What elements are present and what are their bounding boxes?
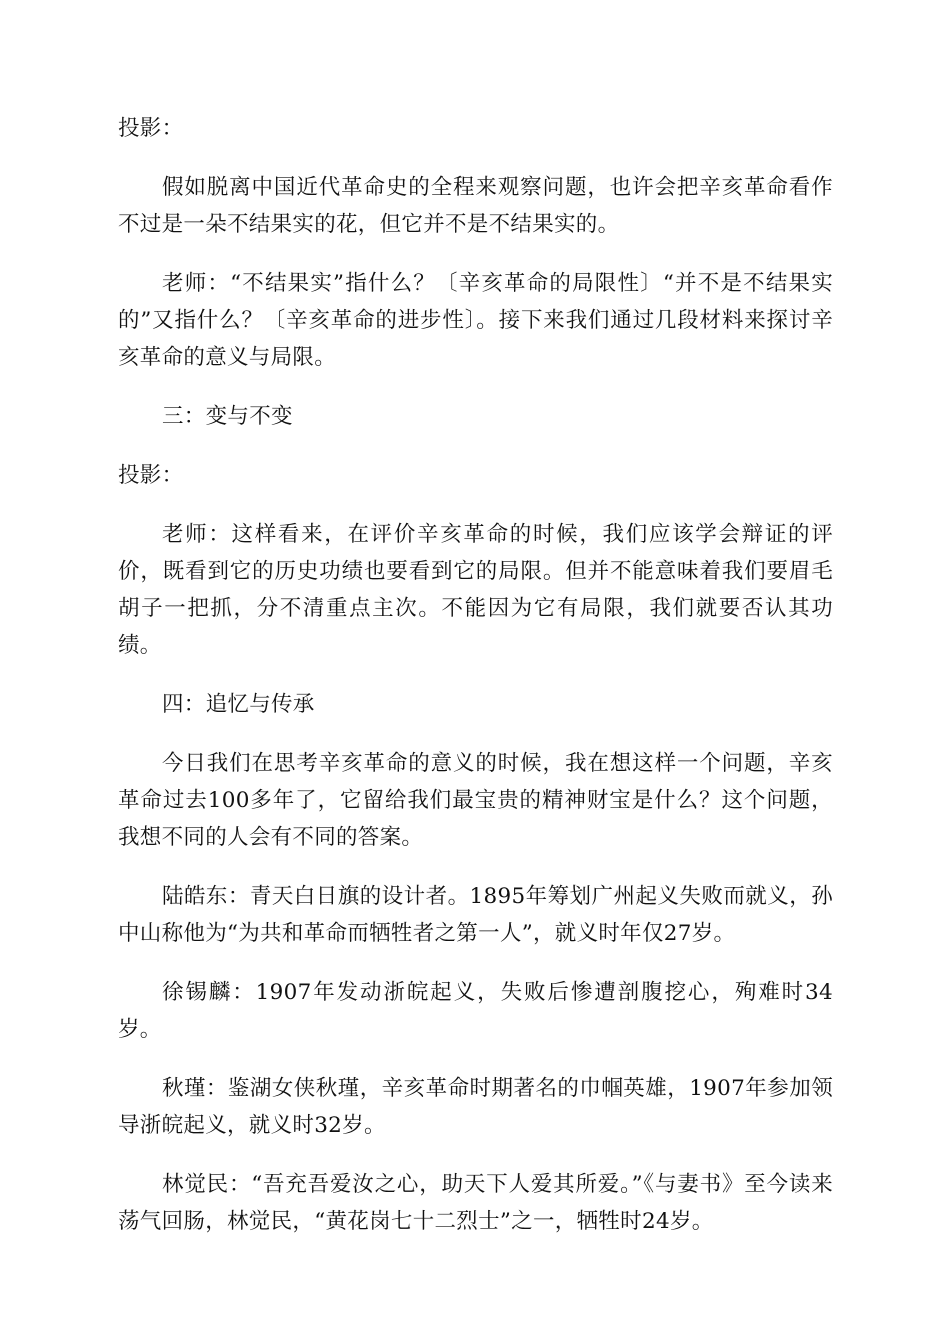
section-heading-memory: 四：追忆与传承 — [162, 692, 315, 717]
paragraph-spiritual-legacy: 今日我们在思考辛亥革命的意义的时候，我在想这样一个问题，辛亥革命过去100多年了，它留给我们最宝贵的精神财宝是什么？这个问题，我想不同的人会有不同的答案。 — [118, 751, 833, 850]
paragraph-quote-flower: 假如脱离中国近代革命史的全程来观察问题，也许会把辛亥革命看作不过是一朵不结果实的花，但它并不是不结果实的。 — [118, 175, 833, 237]
paragraph-projection-2: 投影： — [118, 463, 184, 488]
paragraph-projection-1: 投影： — [118, 116, 184, 141]
paragraph-xu-xilin: 徐锡麟：1907年发动浙皖起义，失败后惨遭剖腹挖心，殉难时34岁。 — [118, 980, 833, 1042]
document-page — [118, 110, 833, 1240]
paragraph-qiu-jin: 秋瑾：鉴湖女侠秋瑾，辛亥革命时期著名的巾帼英雄，1907年参加领导浙皖起义，就义时32岁。 — [118, 1076, 833, 1138]
paragraph-teacher-evaluation: 老师：这样看来，在评价辛亥革命的时候，我们应该学会辩证的评价，既看到它的历史功绩也要看到它的局限。但并不能意味着我们要眉毛胡子一把抓，分不清重点主次。不能因为它有局限，我们就要否认其功绩。 — [118, 522, 833, 658]
paragraph-teacher-question: 老师：“不结果实”指什么？〔辛亥革命的局限性〕“并不是不结果实的”又指什么？〔辛亥革命的进步性〕。接下来我们通过几段材料来探讨辛亥革命的意义与局限。 — [118, 271, 833, 370]
paragraph-lin-juemin: 林觉民：“吾充吾爱汝之心，助天下人爱其所爱。”《与妻书》至今读来荡气回肠，林觉民，“黄花岗七十二烈士”之一，牺牲时24岁。 — [118, 1172, 833, 1234]
paragraph-lu-haodong: 陆皓东：青天白日旗的设计者。1895年筹划广州起义失败而就义，孙中山称他为“为共和革命而牺牲者之第一人”，就义时年仅27岁。 — [118, 884, 833, 946]
section-heading-change: 三：变与不变 — [162, 404, 293, 429]
